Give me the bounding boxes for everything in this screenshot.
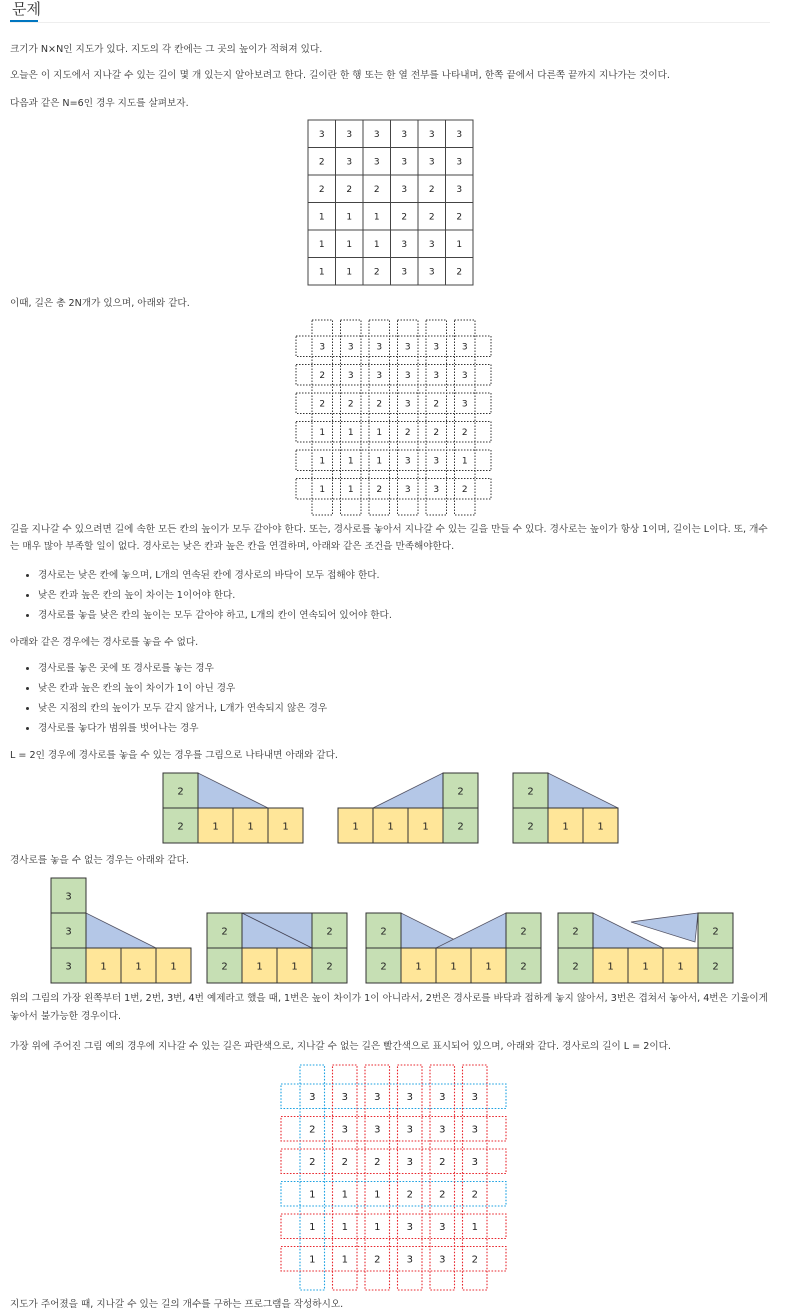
cell-value: 2 [404, 428, 411, 439]
cell-value: 3 [471, 1124, 478, 1136]
block-label: 1 [170, 961, 177, 973]
cell-value: 1 [347, 485, 354, 496]
invalid-ramp-examples [40, 876, 750, 988]
cell-value: 3 [401, 239, 408, 250]
cell-value: 3 [456, 184, 463, 195]
block-label: 3 [65, 961, 72, 973]
cell-value: 3 [406, 1221, 413, 1233]
cell-value: 2 [471, 1254, 478, 1266]
cell-value: 2 [406, 1189, 413, 1201]
cell-value: 2 [309, 1124, 316, 1136]
cell-value: 3 [471, 1091, 478, 1103]
cell-value: 2 [373, 267, 380, 278]
cannot-intro-text: 아래와 같은 경우에는 경사로를 놓을 수 없다. [10, 637, 199, 648]
all-paths-grid [290, 314, 495, 519]
cell-value: 1 [341, 1189, 348, 1201]
ramp [593, 913, 663, 948]
cell-value: 2 [461, 485, 468, 496]
cell-value: 3 [347, 371, 354, 382]
list-item: • 경사로를 놓은 곳에 또 경사로를 놓는 경우 [38, 659, 327, 679]
block-label: 1 [282, 821, 289, 833]
block-label: 1 [485, 961, 492, 973]
block-label: 1 [415, 961, 422, 973]
cell-value: 3 [456, 129, 463, 140]
cell-value: 3 [373, 157, 380, 168]
cell-value: 3 [374, 1124, 381, 1136]
block-label: 1 [642, 961, 649, 973]
title-underline [10, 20, 38, 22]
cell-value: 1 [319, 485, 326, 496]
cell-value: 2 [376, 399, 383, 410]
result-paths-figure [270, 1060, 520, 1296]
cell-value: 3 [318, 129, 325, 140]
cell-value: 1 [318, 239, 325, 250]
cell-value: 2 [374, 1156, 381, 1168]
intro-line-1: 크기가 N×N인 지도가 있다. 지도의 각 칸에는 그 곳의 높이가 적혀져 있다. [10, 44, 323, 55]
block-label: 1 [212, 821, 219, 833]
cell-value: 1 [376, 456, 383, 467]
block-label: 1 [677, 961, 684, 973]
cell-value: 2 [428, 212, 435, 223]
ramp [548, 773, 618, 808]
cell-value: 2 [456, 267, 463, 278]
cell-value: 3 [374, 1091, 381, 1103]
ramp-conditions-list [10, 566, 392, 626]
cell-value: 3 [401, 129, 408, 140]
block-label: 2 [712, 961, 719, 973]
block-label: 2 [457, 786, 464, 798]
cell-value: 3 [433, 342, 440, 353]
list-item: • 낮은 지점의 칸의 높이가 모두 같지 않거나, L개가 연속되지 않은 경우 [38, 699, 327, 719]
cell-value: 3 [341, 1091, 348, 1103]
block-label: 2 [572, 961, 579, 973]
cannot-cases-list [10, 659, 327, 739]
cell-value: 3 [373, 129, 380, 140]
cell-value: 3 [401, 157, 408, 168]
cell-value: 3 [406, 1254, 413, 1266]
block-label: 1 [562, 821, 569, 833]
cell-value: 1 [346, 212, 353, 223]
cell-value: 1 [318, 267, 325, 278]
block-label: 2 [326, 926, 333, 938]
cell-value: 3 [341, 1124, 348, 1136]
cell-value: 2 [376, 485, 383, 496]
block-label: 1 [291, 961, 298, 973]
list-item: • 경사로는 낮은 칸에 놓으며, L개의 연속된 칸에 경사로의 바닥이 모두 접해야 한다. [38, 566, 392, 586]
cell-value: 2 [433, 399, 440, 410]
block-label: 2 [457, 821, 464, 833]
cell-value: 2 [319, 399, 326, 410]
cell-value: 2 [309, 1156, 316, 1168]
cell-value: 1 [461, 456, 468, 467]
result-intro-text: 가장 위에 주어진 그림 예의 경우에 지나갈 수 있는 길은 파란색으로, 지나갈 수 없는 길은 빨간색으로 표시되어 있으며, 아래와 같다. 경사로의 길이 L = 2이다. [10, 1041, 671, 1052]
cell-value: 2 [433, 428, 440, 439]
cell-value: 1 [319, 428, 326, 439]
cell-value: 2 [318, 184, 325, 195]
list-item: • 낮은 칸과 높은 칸의 높이 차이가 1이 아닌 경우 [38, 679, 327, 699]
cell-value: 3 [461, 342, 468, 353]
ramp [436, 913, 506, 948]
cell-value: 3 [428, 239, 435, 250]
valid-ramp-figure [150, 770, 640, 854]
cell-value: 3 [376, 342, 383, 353]
cell-value: 1 [309, 1221, 316, 1233]
cell-value: 3 [406, 1156, 413, 1168]
cell-value: 2 [461, 428, 468, 439]
block-label: 2 [380, 961, 387, 973]
ramp [198, 773, 268, 808]
block-label: 2 [712, 926, 719, 938]
cell-value: 3 [404, 371, 411, 382]
section-header [10, 0, 770, 23]
block-label: 1 [135, 961, 142, 973]
cell-value: 3 [461, 371, 468, 382]
list-item: • 경사로를 놓다가 범위를 벗어나는 경우 [38, 719, 327, 739]
ramp [373, 773, 443, 808]
block-label: 1 [247, 821, 254, 833]
cell-value: 1 [373, 212, 380, 223]
cell-value: 3 [319, 342, 326, 353]
cell-value: 1 [346, 239, 353, 250]
block-label: 2 [527, 786, 534, 798]
invalid-explain-text: 위의 그림의 가장 왼쪽부터 1번, 2번, 3번, 4번 예제라고 했을 때, 1번은 높이 차이가 1이 아니라서, 2번은 경사로를 바닥과 접하게 놓지 않아서, 3번은 겹쳐서 놓아서, 4번은 기울이게 놓아서 불가능한 경우이다. [10, 993, 768, 1022]
block-label: 2 [520, 961, 527, 973]
cell-value: 3 [471, 1156, 478, 1168]
block-label: 1 [422, 821, 429, 833]
block-label: 1 [100, 961, 107, 973]
cell-value: 2 [456, 212, 463, 223]
list-item: • 경사로를 놓을 낮은 칸의 높이는 모두 같아야 하고, L개의 칸이 연속되어 있어야 한다. [38, 606, 392, 626]
block-label: 1 [607, 961, 614, 973]
cell-value: 1 [347, 428, 354, 439]
cell-value: 3 [439, 1221, 446, 1233]
block-label: 2 [380, 926, 387, 938]
cell-value: 2 [401, 212, 408, 223]
cell-value: 2 [346, 184, 353, 195]
cell-value: 3 [433, 456, 440, 467]
cell-value: 1 [346, 267, 353, 278]
block-label: 2 [177, 786, 184, 798]
cell-value: 2 [471, 1189, 478, 1201]
cell-value: 3 [461, 399, 468, 410]
cell-value: 1 [309, 1254, 316, 1266]
block-label: 1 [387, 821, 394, 833]
section-title: 문제 [12, 0, 41, 18]
result-paths-grid [270, 1060, 520, 1292]
invalid-intro-text: 경사로를 놓을 수 없는 경우는 아래와 같다. [10, 855, 189, 866]
block-label: 2 [520, 926, 527, 938]
block-label: 1 [256, 961, 263, 973]
all-paths-figure [290, 314, 495, 523]
cell-value: 3 [428, 129, 435, 140]
height-map-grid [300, 112, 480, 292]
cell-value: 3 [439, 1124, 446, 1136]
l2-intro-text: L = 2인 경우에 경사로를 놓을 수 있는 경우를 그림으로 나타내면 아래와 같다. [10, 750, 338, 761]
cell-value: 1 [374, 1189, 381, 1201]
cell-value: 3 [401, 267, 408, 278]
cell-value: 3 [433, 371, 440, 382]
cell-value: 1 [347, 456, 354, 467]
cell-value: 3 [428, 267, 435, 278]
cell-value: 3 [404, 399, 411, 410]
cell-value: 2 [439, 1189, 446, 1201]
block-label: 3 [65, 926, 72, 938]
cell-value: 3 [404, 456, 411, 467]
cell-value: 3 [406, 1091, 413, 1103]
block-label: 3 [65, 891, 72, 903]
block-label: 1 [597, 821, 604, 833]
after-grid-text: 이때, 길은 총 2N개가 있으며, 아래와 같다. [10, 298, 190, 309]
cell-value: 3 [406, 1124, 413, 1136]
cell-value: 3 [439, 1254, 446, 1266]
cell-value: 1 [341, 1254, 348, 1266]
cell-value: 3 [346, 157, 353, 168]
height-map-figure [300, 112, 480, 296]
cell-value: 1 [471, 1221, 478, 1233]
block-label: 2 [177, 821, 184, 833]
block-label: 1 [450, 961, 457, 973]
cell-value: 3 [376, 371, 383, 382]
list-item: • 낮은 칸과 높은 칸의 높이 차이는 1이어야 한다. [38, 586, 392, 606]
cell-value: 3 [456, 157, 463, 168]
cell-value: 2 [428, 184, 435, 195]
cell-value: 1 [376, 428, 383, 439]
cell-value: 1 [309, 1189, 316, 1201]
block-label: 2 [221, 926, 228, 938]
cell-value: 1 [318, 212, 325, 223]
cell-value: 3 [346, 129, 353, 140]
cell-value: 2 [347, 399, 354, 410]
cell-value: 2 [319, 371, 326, 382]
cell-value: 2 [373, 184, 380, 195]
intro-line-2: 오늘은 이 지도에서 지나갈 수 있는 길이 몇 개 있는지 알아보려고 한다. 길이란 한 행 또는 한 열 전부를 나타내며, 한쪽 끝에서 다른쪽 끝까지 지나가는 것이다. [10, 70, 670, 81]
cell-value: 2 [374, 1254, 381, 1266]
block-label: 2 [221, 961, 228, 973]
cell-value: 3 [428, 157, 435, 168]
block-label: 2 [572, 926, 579, 938]
cell-value: 3 [404, 342, 411, 353]
cell-value: 3 [401, 184, 408, 195]
cell-value: 3 [309, 1091, 316, 1103]
block-label: 2 [527, 821, 534, 833]
invalid-ramp-figure [40, 876, 750, 992]
ramp-intro-text: 길을 지나갈 수 있으려면 길에 속한 모든 칸의 높이가 모두 같아야 한다. 또는, 경사로를 놓아서 지나갈 수 있는 길을 만들 수 있다. 경사로는 높이가 항상 1이며, 길이는 L이다. 또, 개수는 매우 많아 부족할 일이 없다. 경사로는 낮은 칸과 높은 칸을 연결하며, 아래와 같은 조건을 만족해야한다. [10, 524, 768, 552]
ramp [86, 913, 156, 948]
final-task-text: 지도가 주어졌을 때, 지나갈 수 있는 길의 개수를 구하는 프로그램을 작성하시오. [10, 1299, 344, 1310]
cell-value: 3 [347, 342, 354, 353]
block-label: 2 [326, 961, 333, 973]
cell-value: 3 [433, 485, 440, 496]
block-label: 1 [352, 821, 359, 833]
cell-value: 1 [456, 239, 463, 250]
cell-value: 1 [374, 1221, 381, 1233]
cell-value: 2 [341, 1156, 348, 1168]
cell-value: 3 [439, 1091, 446, 1103]
cell-value: 2 [318, 157, 325, 168]
intro-line-3: 다음과 같은 N=6인 경우 지도를 살펴보자. [10, 98, 189, 109]
cell-value: 1 [341, 1221, 348, 1233]
cell-value: 3 [404, 485, 411, 496]
cell-value: 1 [319, 456, 326, 467]
valid-ramp-examples [150, 770, 640, 850]
cell-value: 1 [373, 239, 380, 250]
cell-value: 2 [439, 1156, 446, 1168]
